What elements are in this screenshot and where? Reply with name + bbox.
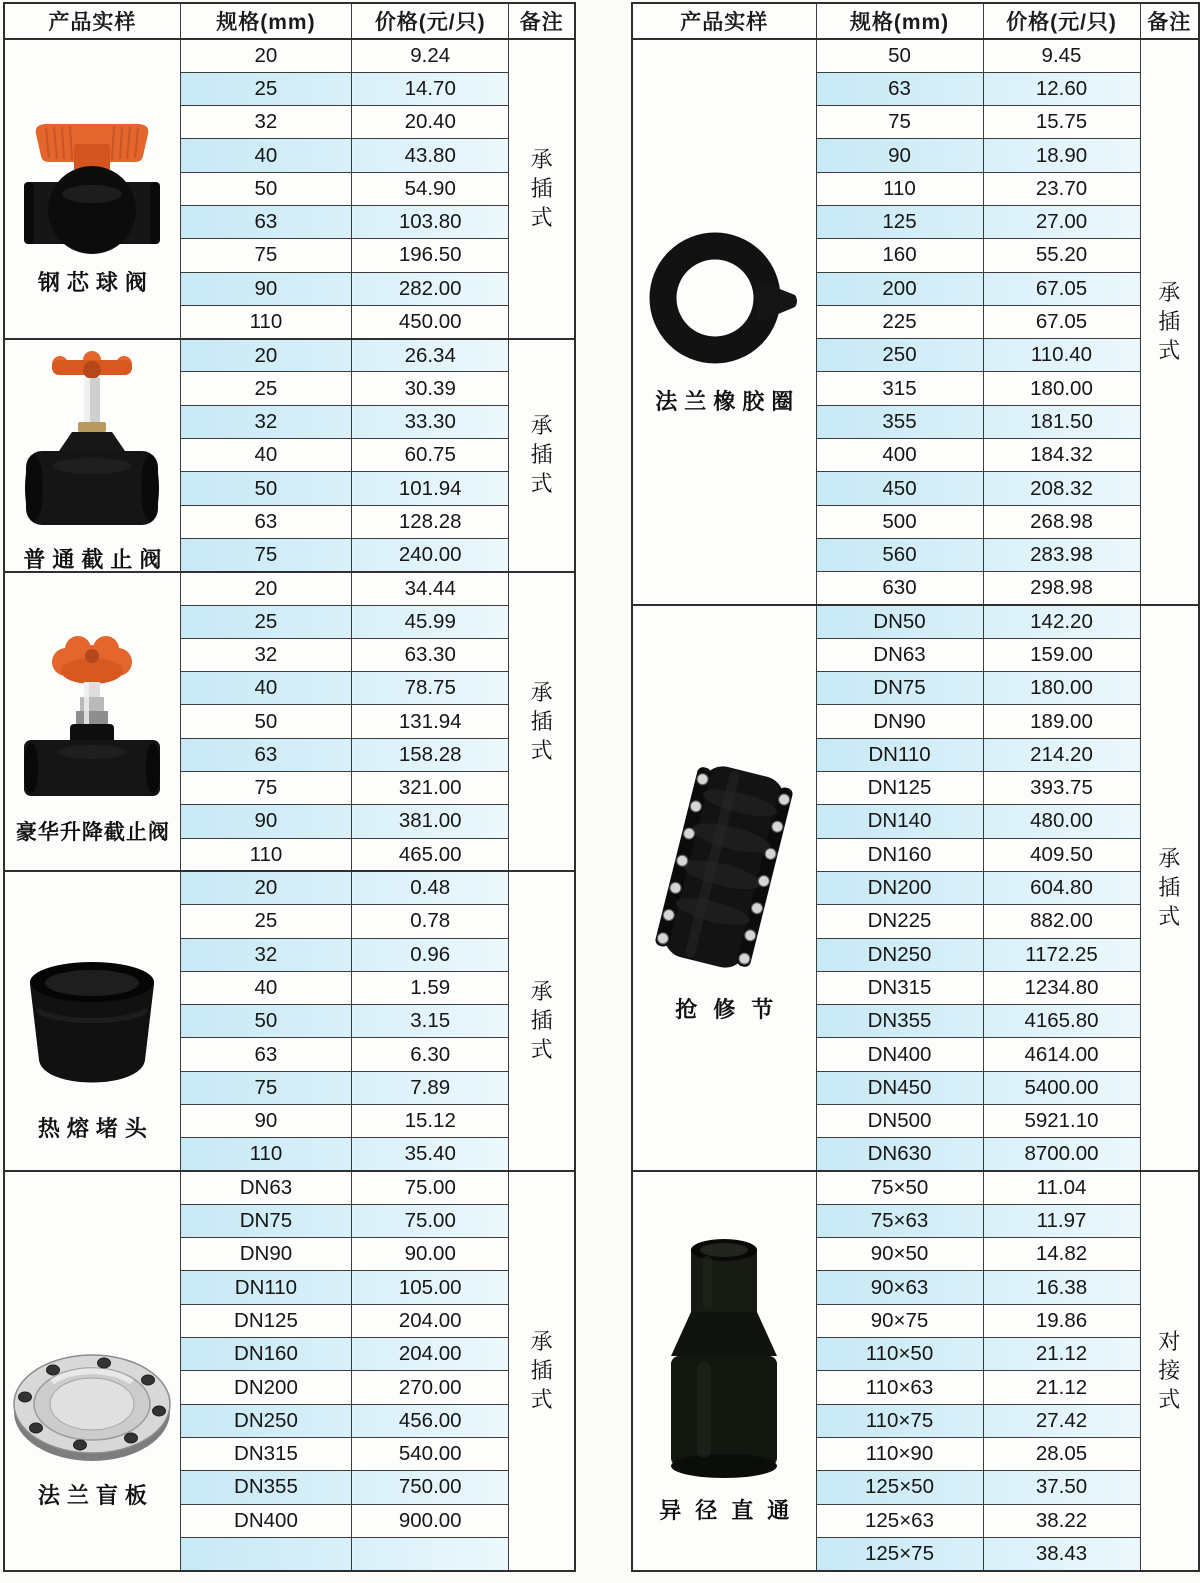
price-cell: 283.98 xyxy=(983,538,1140,571)
column-header-spec: 规格(mm) xyxy=(816,3,983,39)
note-cell xyxy=(509,572,575,872)
price-cell: 11.04 xyxy=(983,1171,1140,1204)
spec-cell: 75 xyxy=(180,538,351,571)
price-cell: 110.40 xyxy=(983,339,1140,372)
price-cell: 20.40 xyxy=(352,106,509,139)
price-cell: 268.98 xyxy=(983,505,1140,538)
note-cell xyxy=(1140,1171,1199,1571)
spec-cell: 110 xyxy=(180,1138,351,1171)
spec-cell: 32 xyxy=(180,106,351,139)
spec-cell: DN90 xyxy=(180,1238,351,1271)
spec-cell: DN160 xyxy=(816,838,983,871)
spec-cell: DN125 xyxy=(180,1304,351,1337)
price-cell: 5921.10 xyxy=(983,1105,1140,1138)
spec-cell: 25 xyxy=(180,905,351,938)
price-cell: 465.00 xyxy=(352,838,509,871)
note-char: 承 xyxy=(530,679,553,705)
price-cell: 45.99 xyxy=(352,605,509,638)
price-cell: 12.60 xyxy=(983,72,1140,105)
spec-cell: DN315 xyxy=(816,971,983,1004)
spec-cell: 40 xyxy=(180,439,351,472)
price-cell: 43.80 xyxy=(352,139,509,172)
price-cell: 101.94 xyxy=(352,472,509,505)
price-cell: 9.24 xyxy=(352,39,509,72)
product-name: 法兰盲板 xyxy=(37,1482,154,1508)
note-char: 插 xyxy=(1158,309,1181,335)
price-cell: 63.30 xyxy=(352,638,509,671)
price-cell: 393.75 xyxy=(983,772,1140,805)
spec-cell: DN225 xyxy=(816,905,983,938)
price-cell: 142.20 xyxy=(983,605,1140,638)
spec-cell: DN63 xyxy=(816,638,983,671)
spec-cell: 125 xyxy=(816,205,983,238)
spec-cell: 20 xyxy=(180,339,351,372)
product-name: 抢修节 xyxy=(675,996,790,1022)
spec-cell: 90 xyxy=(816,139,983,172)
price-cell: 37.50 xyxy=(983,1471,1140,1504)
note-char: 插 xyxy=(1158,875,1181,901)
spec-cell: 40 xyxy=(180,139,351,172)
spec-cell: 50 xyxy=(180,472,351,505)
note-cell xyxy=(509,871,575,1171)
note-char: 插 xyxy=(530,442,553,468)
price-cell: 18.90 xyxy=(983,139,1140,172)
price-cell: 15.12 xyxy=(352,1105,509,1138)
spec-cell: DN400 xyxy=(180,1504,351,1537)
spec-cell: 32 xyxy=(180,638,351,671)
price-cell: 103.80 xyxy=(352,205,509,238)
price-cell: 128.28 xyxy=(352,505,509,538)
price-cell: 900.00 xyxy=(352,1504,509,1537)
spec-cell: DN630 xyxy=(816,1138,983,1171)
spec-cell: 110×90 xyxy=(816,1437,983,1470)
price-cell: 0.96 xyxy=(352,938,509,971)
price-cell: 540.00 xyxy=(352,1437,509,1470)
column-header-note: 备注 xyxy=(509,3,575,39)
spec-cell: DN75 xyxy=(816,672,983,705)
spec-cell: 63 xyxy=(816,72,983,105)
price-cell: 480.00 xyxy=(983,805,1140,838)
price-cell: 181.50 xyxy=(983,405,1140,438)
spec-cell: 125×50 xyxy=(816,1471,983,1504)
price-cell: 9.45 xyxy=(983,39,1140,72)
ball-valve-image xyxy=(22,104,162,254)
spec-cell: 630 xyxy=(816,572,983,605)
spec-cell: DN500 xyxy=(816,1105,983,1138)
spec-cell: DN50 xyxy=(816,605,983,638)
spec-cell: 200 xyxy=(816,272,983,305)
spec-cell: 50 xyxy=(180,705,351,738)
price-cell: 4614.00 xyxy=(983,1038,1140,1071)
table-row xyxy=(632,39,1199,72)
spec-cell: 110×50 xyxy=(816,1338,983,1371)
product-cell-reducer xyxy=(632,1171,816,1571)
column-header-price: 价格(元/只) xyxy=(352,3,509,39)
note-char: 承 xyxy=(530,1328,553,1354)
spec-cell xyxy=(180,1537,351,1570)
product-name: 法兰橡胶圈 xyxy=(655,389,801,415)
price-cell: 54.90 xyxy=(352,172,509,205)
product-cell-globe-valve xyxy=(4,339,180,572)
spec-cell: 315 xyxy=(816,372,983,405)
price-cell: 180.00 xyxy=(983,372,1140,405)
spec-cell: 400 xyxy=(816,439,983,472)
spec-cell: DN355 xyxy=(816,1005,983,1038)
price-cell: 34.44 xyxy=(352,572,509,605)
spec-cell: DN75 xyxy=(180,1204,351,1237)
price-cell: 8700.00 xyxy=(983,1138,1140,1171)
price-cell: 208.32 xyxy=(983,472,1140,505)
note-char: 式 xyxy=(1158,904,1181,930)
note-char: 插 xyxy=(530,175,553,201)
spec-cell: DN355 xyxy=(180,1471,351,1504)
spec-cell: 225 xyxy=(816,305,983,338)
globe-valve-image xyxy=(22,348,162,538)
spec-cell: DN400 xyxy=(816,1038,983,1071)
spec-cell: DN125 xyxy=(816,772,983,805)
spec-cell: 63 xyxy=(180,505,351,538)
product-name: 普通截止阀 xyxy=(23,547,169,572)
column-header-product: 产品实样 xyxy=(4,3,180,39)
spec-cell: 110 xyxy=(180,305,351,338)
price-cell: 6.30 xyxy=(352,1038,509,1071)
spec-cell: 50 xyxy=(180,1005,351,1038)
price-cell: 0.78 xyxy=(352,905,509,938)
price-cell: 214.20 xyxy=(983,738,1140,771)
note-cell xyxy=(509,339,575,572)
price-cell: 38.22 xyxy=(983,1504,1140,1537)
note-char: 式 xyxy=(530,1037,553,1063)
spec-cell: 110×75 xyxy=(816,1404,983,1437)
spec-cell: DN90 xyxy=(816,705,983,738)
spec-cell: DN250 xyxy=(180,1404,351,1437)
note-char: 承 xyxy=(1158,846,1181,872)
spec-cell: 90 xyxy=(180,1105,351,1138)
price-cell: 27.42 xyxy=(983,1404,1140,1437)
note-cell xyxy=(509,39,575,339)
price-cell: 5400.00 xyxy=(983,1071,1140,1104)
note-char: 式 xyxy=(530,471,553,497)
spec-cell: 20 xyxy=(180,572,351,605)
price-cell: 23.70 xyxy=(983,172,1140,205)
spec-cell: 90×63 xyxy=(816,1271,983,1304)
price-cell: 19.86 xyxy=(983,1304,1140,1337)
spec-cell: 75×63 xyxy=(816,1204,983,1237)
spec-cell: DN110 xyxy=(816,738,983,771)
price-cell: 282.00 xyxy=(352,272,509,305)
price-cell: 30.39 xyxy=(352,372,509,405)
spec-cell: 32 xyxy=(180,405,351,438)
spec-cell: DN110 xyxy=(180,1271,351,1304)
price-cell: 409.50 xyxy=(983,838,1140,871)
repair-clamp-image xyxy=(649,753,799,981)
product-name: 豪华升降截止阀 xyxy=(15,820,170,844)
column-header-price: 价格(元/只) xyxy=(983,3,1140,39)
price-cell: 105.00 xyxy=(352,1271,509,1304)
table-row xyxy=(4,871,575,904)
spec-cell: 160 xyxy=(816,239,983,272)
luxury-valve-image xyxy=(22,634,162,804)
price-cell: 90.00 xyxy=(352,1238,509,1271)
note-char: 式 xyxy=(530,1386,553,1412)
product-cell-repair-clamp xyxy=(632,605,816,1171)
price-cell: 240.00 xyxy=(352,538,509,571)
price-cell: 204.00 xyxy=(352,1304,509,1337)
product-name: 钢芯球阀 xyxy=(37,270,154,296)
spec-cell: 355 xyxy=(816,405,983,438)
product-cell-ball-valve xyxy=(4,39,180,339)
price-cell: 298.98 xyxy=(983,572,1140,605)
spec-cell: 40 xyxy=(180,672,351,705)
table-row xyxy=(4,572,575,605)
spec-cell: 75 xyxy=(816,106,983,139)
spec-cell: 125×75 xyxy=(816,1537,983,1570)
price-cell: 21.12 xyxy=(983,1338,1140,1371)
spec-cell: 450 xyxy=(816,472,983,505)
header-row xyxy=(632,3,1199,39)
price-cell: 158.28 xyxy=(352,738,509,771)
spec-cell: 75×50 xyxy=(816,1171,983,1204)
price-cell: 3.15 xyxy=(352,1005,509,1038)
spec-cell: 63 xyxy=(180,1038,351,1071)
cap-image xyxy=(22,950,162,1100)
note-cell xyxy=(1140,39,1199,605)
spec-cell: DN200 xyxy=(816,871,983,904)
spec-cell: 63 xyxy=(180,205,351,238)
column-header-product: 产品实样 xyxy=(632,3,816,39)
spec-cell: 32 xyxy=(180,938,351,971)
table-body-left xyxy=(4,39,575,1571)
spec-cell: 63 xyxy=(180,738,351,771)
price-cell: 196.50 xyxy=(352,239,509,272)
spec-cell: DN200 xyxy=(180,1371,351,1404)
price-cell: 15.75 xyxy=(983,106,1140,139)
spec-cell: 50 xyxy=(180,172,351,205)
reducer-image xyxy=(659,1232,789,1482)
price-cell: 67.05 xyxy=(983,272,1140,305)
price-cell: 21.12 xyxy=(983,1371,1140,1404)
price-cell: 450.00 xyxy=(352,305,509,338)
price-cell: 4165.80 xyxy=(983,1005,1140,1038)
spec-cell: 75 xyxy=(180,1071,351,1104)
spec-cell: 25 xyxy=(180,72,351,105)
price-cell: 75.00 xyxy=(352,1204,509,1237)
price-cell: 184.32 xyxy=(983,439,1140,472)
table-row xyxy=(632,605,1199,638)
price-cell: 60.75 xyxy=(352,439,509,472)
note-char: 承 xyxy=(1158,280,1181,306)
price-cell: 78.75 xyxy=(352,672,509,705)
note-char: 承 xyxy=(530,413,553,439)
price-cell: 604.80 xyxy=(983,871,1140,904)
price-cell: 33.30 xyxy=(352,405,509,438)
spec-cell: 90×50 xyxy=(816,1238,983,1271)
price-table-right xyxy=(631,2,1200,1572)
spec-cell: 110 xyxy=(180,838,351,871)
price-cell: 27.00 xyxy=(983,205,1140,238)
spec-cell: DN450 xyxy=(816,1071,983,1104)
price-cell: 0.48 xyxy=(352,871,509,904)
spec-cell: 560 xyxy=(816,538,983,571)
price-cell: 55.20 xyxy=(983,239,1140,272)
note-char: 插 xyxy=(530,708,553,734)
spec-cell: 20 xyxy=(180,39,351,72)
note-cell xyxy=(509,1171,575,1571)
note-char: 承 xyxy=(530,979,553,1005)
note-char: 对 xyxy=(1158,1328,1181,1354)
price-cell: 180.00 xyxy=(983,672,1140,705)
spec-cell: 75 xyxy=(180,239,351,272)
column-header-note: 备注 xyxy=(1140,3,1199,39)
price-cell: 67.05 xyxy=(983,305,1140,338)
price-cell: 456.00 xyxy=(352,1404,509,1437)
spec-cell: DN250 xyxy=(816,938,983,971)
spec-cell: 110×63 xyxy=(816,1371,983,1404)
price-cell: 38.43 xyxy=(983,1537,1140,1570)
note-char: 插 xyxy=(530,1008,553,1034)
spec-cell: 250 xyxy=(816,339,983,372)
spec-cell: DN63 xyxy=(180,1171,351,1204)
column-header-spec: 规格(mm) xyxy=(180,3,351,39)
spec-cell: 90×75 xyxy=(816,1304,983,1337)
product-name: 热熔堵头 xyxy=(37,1115,154,1141)
price-cell: 750.00 xyxy=(352,1471,509,1504)
table-row xyxy=(4,1171,575,1204)
price-cell: 11.97 xyxy=(983,1204,1140,1237)
price-cell: 16.38 xyxy=(983,1271,1140,1304)
spec-cell: 20 xyxy=(180,871,351,904)
spec-cell: 125×63 xyxy=(816,1504,983,1537)
product-name: 异径直通 xyxy=(659,1498,804,1524)
price-cell: 28.05 xyxy=(983,1437,1140,1470)
price-cell: 1172.25 xyxy=(983,938,1140,971)
spec-cell: 25 xyxy=(180,605,351,638)
price-cell: 75.00 xyxy=(352,1171,509,1204)
price-cell: 14.70 xyxy=(352,72,509,105)
spec-cell: 75 xyxy=(180,772,351,805)
spec-cell: 40 xyxy=(180,971,351,1004)
header-row xyxy=(4,3,575,39)
blind-flange-image xyxy=(10,1342,175,1467)
price-cell: 35.40 xyxy=(352,1138,509,1171)
spec-cell: DN140 xyxy=(816,805,983,838)
price-cell: 159.00 xyxy=(983,638,1140,671)
price-cell: 882.00 xyxy=(983,905,1140,938)
price-cell: 270.00 xyxy=(352,1371,509,1404)
spec-cell: 90 xyxy=(180,805,351,838)
note-char: 插 xyxy=(530,1357,553,1383)
spec-cell: 50 xyxy=(816,39,983,72)
table-row xyxy=(632,1171,1199,1204)
product-cell-luxury-valve xyxy=(4,572,180,872)
spec-cell: DN315 xyxy=(180,1437,351,1470)
rubber-ring-image xyxy=(649,228,799,373)
price-cell: 1234.80 xyxy=(983,971,1140,1004)
price-cell xyxy=(352,1537,509,1570)
price-cell: 381.00 xyxy=(352,805,509,838)
product-cell-rubber-ring xyxy=(632,39,816,605)
note-char: 接 xyxy=(1158,1357,1181,1383)
spec-cell: DN160 xyxy=(180,1338,351,1371)
note-char: 式 xyxy=(1158,338,1181,364)
note-char: 式 xyxy=(530,204,553,230)
table-row xyxy=(4,339,575,372)
price-cell: 14.82 xyxy=(983,1238,1140,1271)
price-cell: 321.00 xyxy=(352,772,509,805)
table-row xyxy=(4,39,575,72)
spec-cell: 90 xyxy=(180,272,351,305)
note-cell xyxy=(1140,605,1199,1171)
price-table-left xyxy=(3,2,576,1572)
price-cell: 1.59 xyxy=(352,971,509,1004)
note-char: 承 xyxy=(530,146,553,172)
price-cell: 189.00 xyxy=(983,705,1140,738)
price-cell: 204.00 xyxy=(352,1338,509,1371)
note-char: 式 xyxy=(530,737,553,763)
spec-cell: 110 xyxy=(816,172,983,205)
price-cell: 7.89 xyxy=(352,1071,509,1104)
spec-cell: 500 xyxy=(816,505,983,538)
price-cell: 26.34 xyxy=(352,339,509,372)
product-cell-blind-flange xyxy=(4,1171,180,1571)
price-cell: 131.94 xyxy=(352,705,509,738)
spec-cell: 25 xyxy=(180,372,351,405)
note-char: 式 xyxy=(1158,1386,1181,1412)
product-cell-cap xyxy=(4,871,180,1171)
table-body-right xyxy=(632,39,1199,1571)
